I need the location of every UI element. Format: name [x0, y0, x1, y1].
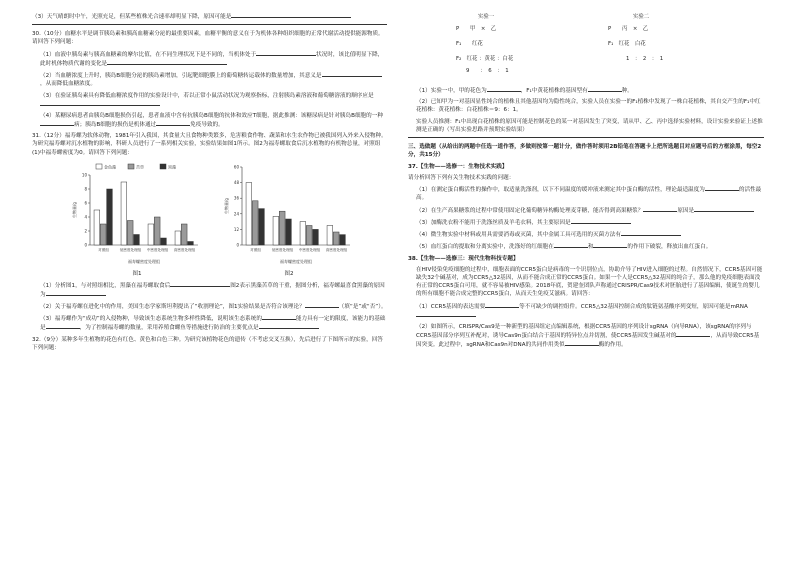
bar: [127, 220, 133, 245]
y-tick-label: 36: [233, 195, 239, 201]
bar: [313, 229, 319, 245]
q32-1: （1）实验一中，甲的花色为 ，F₁中黄花植株的基因型有 种。: [416, 88, 633, 94]
bar-chart-1: [72, 161, 202, 267]
bar: [286, 219, 292, 245]
bar: [161, 238, 167, 245]
figure-2: [224, 161, 354, 278]
left-column: [32, 12, 387, 355]
bar: [300, 221, 306, 244]
q37-1: （1）在测定蛋白酶活性的操作中，取适量洗涤剂，以下不同温度的缓冲液来测定其中蛋白酶的活性，理论最适温度为 的活性最高。: [416, 187, 762, 202]
bar: [259, 208, 265, 244]
y-tick-label: 2: [84, 228, 87, 234]
q37-4: （4）微生物实验中材料或用具需要消毒或灭菌，其中金属工具可选用的灭菌方法有: [408, 230, 764, 239]
q31-2: （2）关于福寿螺在进化中的作用，美国生态学家斯坦利提出了“收割理论”，图1实验结果是否符合该理论？ （填“是”或“否”）。: [40, 304, 387, 311]
y-tick-label: 0: [84, 242, 87, 248]
exp2-ratio: 1 ： 2 ： 1: [626, 56, 664, 62]
exp2-f1: F₁ 红花 白花: [608, 41, 646, 47]
bar: [181, 224, 187, 245]
y-axis-label: 生物量/g: [72, 201, 77, 218]
q37-2: （2）在生产高果糖浆的过程中常使用固定化葡萄糖异构酶处理麦芽糖，能否得到高果糖浆？ 原因是: [408, 206, 764, 215]
legend-label: 金鱼藻: [104, 164, 116, 170]
bar: [175, 231, 181, 245]
bar: [340, 234, 346, 244]
y-tick-label: 8: [84, 186, 87, 192]
x-tick-label: 中密度处理组: [298, 247, 321, 252]
y-tick-label: 4: [84, 214, 87, 220]
y-tick-label: 0: [236, 242, 239, 248]
legend-swatch: [96, 164, 102, 169]
bar: [246, 182, 252, 244]
right-column: [408, 12, 764, 353]
exp2-title: 实验二: [633, 14, 650, 20]
bar: [148, 224, 154, 245]
bar: [121, 182, 127, 245]
q31-intro: 31.（12分）福寿螺为软体动物，1981年引入我国，其食量大且食物种类繁多，危害粮食作物、蔬菜和水生农作物已被我国列入外来入侵物种。为研究福寿螺对沉水植物的影响，科研人员进行了一系列相关实验，实验结果如图1所示。图2为福寿螺取食后沉水植物的有机物总量，对照组(1)中福寿螺密度为0。请回答下列问题：: [32, 133, 387, 156]
q32-2b: 实验人员推测：F₁中出现白花植株的原因可能是控制花色的某一对基因发生了突变，请从甲、乙、丙中选择实验材料，设计实验来验证上述推测是正确的（写出实验思路并预期实验结果）: [416, 118, 763, 133]
legend-swatch: [128, 164, 134, 169]
figure-1-label: 图1: [132, 270, 142, 277]
x-tick-label: 低密度处理组: [271, 247, 294, 252]
y-tick-label: 48: [233, 179, 239, 185]
y-tick-label: 60: [233, 164, 239, 170]
bar: [134, 234, 140, 245]
bar: [100, 224, 106, 245]
bar: [107, 189, 113, 245]
q30-4: （4）某糖尿病患者由胰岛B细胞损伤引起，患者血液中含有抗胰岛B细胞的抗体和效应T细胞，据此推测：该糖尿病是针对胰岛B细胞的一种病；胰岛B细胞的损伤是机体通过 免疫导致的。: [40, 112, 383, 129]
exp1-f2: F₂ 红花 ：黄花 ：白花: [456, 56, 514, 62]
bar: [279, 211, 285, 245]
exp1-f1: F₁ 红花: [456, 41, 483, 47]
q30-2: （2）当血糖浓度上升时，胰岛B细胞分泌的胰岛素增加，引起靶细胞膜上的葡萄糖转运载体的数量增加，其意义是，从而降低血糖浓度。: [32, 71, 387, 88]
charts-area: [32, 161, 387, 279]
q31-3: （3）福寿螺作为“成功”的入侵物种，导致该生态系统生物多样性降低，说明该生态系统的 能力具有一定的限度，该能力的基础是 ，为了控制福寿螺的数量，采用养殖食螺鱼等措施进行防治的主要优点是: [40, 316, 386, 332]
answer-line: [32, 24, 387, 25]
q32-2a: （2）已知甲为一对基因显性纯合的植株且其他基因均为隐性纯合，实验人员在实验一的F₁植株中发现了一株白花植株，其自交产生的F₁中红花植株：黄花植株：白花植株＝9：6：1。: [416, 99, 761, 114]
q37-3: （3）加酶洗衣粉不能用于洗涤丝质及羊毛衣料，其主要原因是: [408, 218, 764, 227]
bar: [333, 232, 339, 245]
section-3-title: 三、选做题（从给出的两题中任选一道作答，多做则按第一题计分，做作答时须用2B铅笔在答题卡上把所选题目对应题号后的方框涂黑，每空2分，共15分）: [408, 144, 762, 159]
exp1-title: 实验一: [478, 14, 495, 20]
bar: [306, 225, 312, 245]
y-tick-label: 24: [233, 210, 239, 216]
legend-label: 苦草: [136, 164, 144, 170]
figure-1: [72, 161, 202, 278]
answer-line: [408, 137, 764, 138]
x-tick-label: 高密度处理组: [173, 247, 196, 252]
x-tick-label: 低密度处理组: [119, 247, 142, 252]
q32-intro: 32.（9分）某种多年生植物的花色有红色、黄色和白色三种。为研究该植物花色的遗传（不考虑交叉互换），先后进行了下图所示的实验，回答下列问题：: [32, 336, 383, 351]
bar: [154, 217, 160, 245]
legend-swatch: [160, 164, 166, 169]
bar: [252, 200, 258, 244]
x-tick-label: 高密度处理组: [325, 247, 348, 252]
bar: [94, 210, 100, 245]
x-axis-caption: 福寿螺密度处理组: [280, 258, 312, 264]
y-tick-label: 12: [233, 226, 239, 232]
q31-1: （1）分析图1，与对照组相比，黑藻在福寿螺取食后 图2表示黑藻苦草的干重，据图分析，福寿螺最喜食黑藻的原因为: [40, 282, 385, 298]
q30-3: （3）在验证胰岛素具有降低血糖浓度作用的实验设计中，若以正常小鼠活动状况为观察指标，注射胰岛素溶液和葡萄糖溶液的顺序应是: [32, 92, 387, 109]
q30-1: （1）血液中胰岛素与胰高血糖素的摩尔比值，在不同生理状况下是不同的，当机体处于 状况时，该比值明显下降，此时机体物质代谢的变化是: [40, 51, 384, 67]
y-axis-label: 生物量/g: [224, 197, 229, 214]
bar-chart-2: [224, 161, 354, 267]
bar: [188, 241, 194, 245]
figure-2-label: 图2: [284, 270, 294, 277]
x-tick-label: 对照组: [98, 247, 109, 252]
legend-label: 黑藻: [168, 164, 176, 170]
q37-intro: 请分析回答下列有关生物技术实践的问题：: [408, 174, 515, 181]
genetics-crosses: [408, 14, 764, 82]
q37-title: 37.【生物——选修一：生物技术实践】: [408, 163, 508, 170]
q38-1: （1）CCR5基因的表达需要 等不可缺少的调控组件。CCR5△32基因控制合成的肽链氨基酸序列变短，原因可能是mRNA: [408, 302, 764, 320]
x-tick-label: 中密度处理组: [146, 247, 169, 252]
q38-2: （2）如图所示，CRISPR/Cas9是一种新型的基因组定点编辑系统，根据CCR5基因的序列设计sgRNA（向导RNA），该sgRNA的序列与CCR5基因部分序列互补配对，诱导Cas9n蛋白结合于基因的特异位点并切割，使CCR5基因发生碱基对的 ，从而导致CCR5基因突变。此过程中，sgRNA和Cas9n对DNA的共同作用类似 酶的作用。: [416, 324, 760, 349]
bar: [327, 225, 333, 245]
x-axis-caption: 福寿螺密度处理组: [128, 258, 160, 264]
exp1-parents: P 甲 × 乙: [456, 26, 497, 32]
y-tick-label: 6: [84, 200, 87, 206]
bar: [273, 216, 279, 245]
q37-5: （5）血红蛋白的提取和分离实验中，洗涤好的红细胞在 和 的作用下破裂，释放出血红蛋白。: [416, 244, 712, 251]
x-tick-label: 对照组: [250, 247, 261, 252]
q38-intro: 在HIV侵染免疫细胞的过程中，细胞表面的CCR5蛋白是病毒的一个识别位点，协助介导了HIV进入细胞的过程。自然情况下，CCR5基因可能缺失32个碱基对，成为CCR5△32基因，从而不能合成正常的CCR5蛋白。如果一个人是CCR5△32基因的纯合子，那么他的免疫细胞表面没有正常的CCR5蛋白可用，就不容易被HIV感染。2018年底，贺建奎团队声称通过CRISPR/Cas9技术对胚胎进行了基因编辑，使诞生的婴儿的所有细胞不能合成完整的CCR5蛋白，从而天生免疫艾滋病。请回答：: [416, 267, 763, 298]
exp2-parents: P 丙 × 乙: [608, 26, 649, 32]
exp1-ratio: 9 ： 6 ： 1: [466, 68, 509, 74]
y-tick-label: 10: [81, 172, 87, 178]
q38-title: 38.【生物——选修三：现代生物科技专题】: [408, 255, 519, 262]
q29-3: （3）天气晴朗时中午，光照充足，但某些植株光合速率却明显下降，原因可能是: [32, 12, 387, 21]
q30-intro: 30.（10分）血糖水平是调节胰岛素和胰高血糖素分泌的最重要因素，血糖平衡的意义在于为机体各种组织细胞的正常代谢活动提供能源物质。请回答下列问题：: [32, 31, 384, 46]
